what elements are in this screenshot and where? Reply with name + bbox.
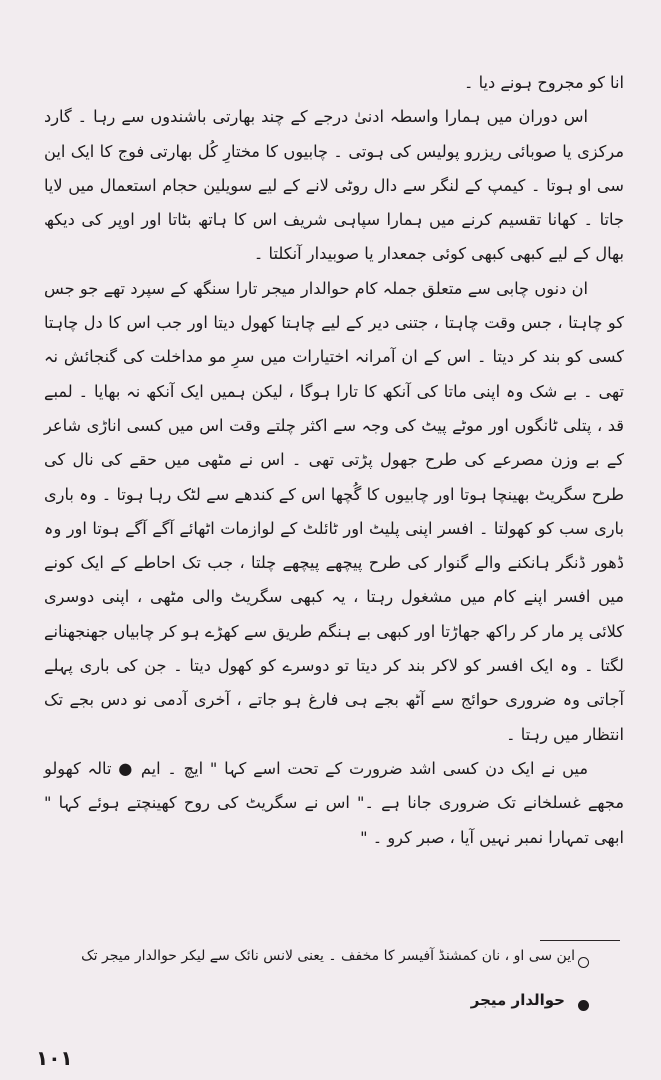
paragraph: انا کو مجروح ہونے دیا ۔: [463, 73, 624, 92]
paragraph: ان دنوں چابی سے متعلق جملہ کام حوالدار میجر تارا سنگھ کے سپرد تھے جو جس کو چاہتا ، جس وقت چاہتا ، جتنی دیر کے لیے چاہتا کھول دیتا اور جب اس کا دل چاہتا کسی کو بند کر دیتا ۔ اس کے ان آمرانہ اختیارات میں سرِ مو مداخلت کی گنجائش نہ تھی ۔ بے شک وہ اپنی ماتا کی آنکھ کا تارا ہوگا ، لیکن ہمیں ایک آنکھ نہ بھایا ۔ لمبے قد ، پتلی ٹانگوں اور موٹے پیٹ کی وجہ سے اکثر چلتے وقت اس میں کسی اناڑی شاعر کے بے وزن مصرعے کی طرح جھول پڑتی تھی ۔ اس نے مٹھی میں حقے کی نال کی طرح سگریٹ بھینچا ہوتا اور چابیوں کا گُچھا اس کے کندھے سے لٹک رہا ہوتا ۔ وہ باری باری سب کو کھولتا ۔ افسر اپنی پلیٹ اور ٹائلٹ کے لوازمات اٹھائے آگے آگے ہوتا اور وہ ڈھور ڈنگر ہانکنے والے گنوار کی طرح پیچھے پیچھے چلتا ، جب تک احاطے کے ایک کونے میں افسر اپنے کام میں مشغول رہتا ، یہ کبھی سگریٹ والی مٹھی ، اپنی دوسری کلائی پر مار کر راکھ جھاڑتا اور کبھی بے ہنگم طریق سے کھڑے ہو کر چابیاں جھنجھنانے لگتا ۔ وہ ایک افسر کو لاکر بند کر دیتا تو دوسرے کو کھول دیتا ۔ جن کی باری پہلے آجاتی وہ ضروری حوائج سے آٹھ بجے ہی فارغ ہو جاتے ، آخری آدمی نو دس بجے تک انتظار میں رہتا ۔: [44, 278, 624, 744]
footnote-outline-circle-icon: [578, 957, 589, 968]
main-text: [44, 66, 624, 855]
paragraph: میں نے ایک دن کسی اشد ضرورت کے تحت اسے کہا " ایچ ۔ ایم ● تالہ کھولو مجھے غسلخانے تک ضروری جانا ہے ۔" اس نے سگریٹ کی روح کھینچتے ہوئے کہا " ابھی تمہارا نمبر نہیں آیا ، صبر کرو ۔ ": [44, 758, 624, 847]
footnote-2: حوالدار میجر: [470, 991, 565, 1009]
paragraph: اس دوران میں ہمارا واسطہ ادنیٰ درجے کے چند بھارتی باشندوں سے رہا ۔ گارد مرکزی یا صوبائی ریزرو پولیس کی ہوتی ۔ چابیوں کا مختارِ کُل بھارتی فوج کا ایک این سی او ہوتا ۔ کیمپ کے لنگر سے دال روٹی لانے کے لیے سویلین حجام استعمال میں لایا جاتا ۔ کھانا تقسیم کرنے میں ہمارا سپاہی شریف اس کا ہاتھ بٹاتا اور اوپر کی دیکھ بھال کے لیے کبھی کبھی کوئی جمعدار یا صوبیدار آنکلتا ۔: [44, 107, 624, 264]
page-number: ۱۰۱: [36, 1046, 73, 1070]
footnote-1: این سی او ، نان کمشنڈ آفیسر کا مخفف ۔ یعنی لانس نائک سے لیکر حوالدار میجر تک: [81, 948, 575, 964]
footnote-separator: [540, 940, 620, 941]
footnote-filled-circle-icon: [578, 1000, 589, 1011]
